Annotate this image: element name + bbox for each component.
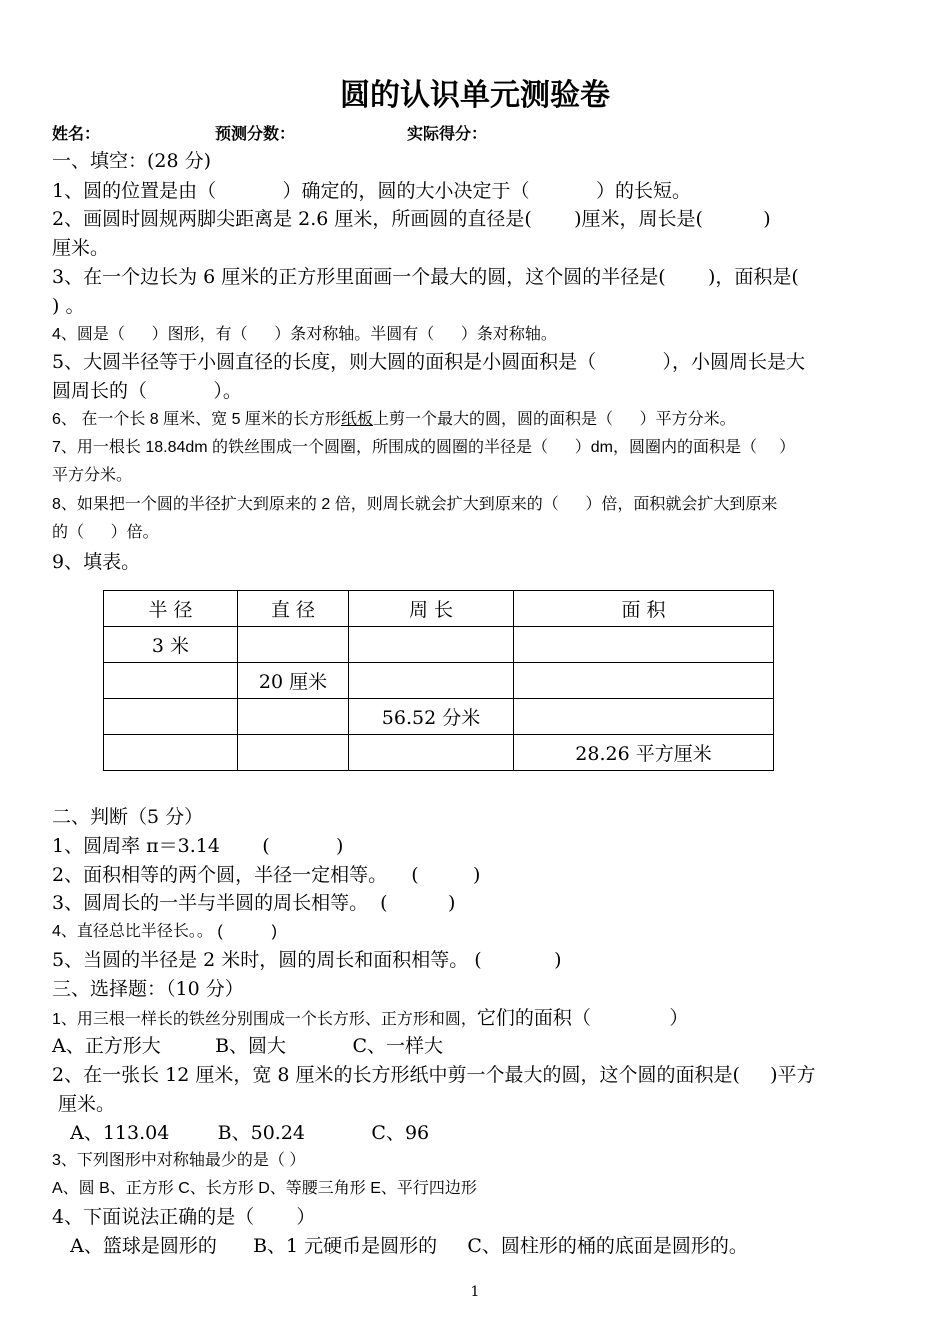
question-text: 3、在一个边长为 6 厘米的正方形里面画一个最大的圆，这个圆的半径是( )，面积是( xyxy=(52,266,799,288)
question-text: 圆周长的（ ）。 xyxy=(52,380,242,402)
table-header-row xyxy=(104,591,774,627)
question-text: 厘米。 xyxy=(52,1093,116,1115)
table-cell xyxy=(238,699,349,735)
question-text xyxy=(52,1003,688,1030)
question-text: 4、下面说法正确的是（ ） xyxy=(52,1206,316,1228)
section2-heading: 二、判断（5 分） xyxy=(52,806,204,828)
question-text: 5、大圆半径等于小圆直径的长度，则大圆的面积是小圆面积是（ ），小圆周长是大 xyxy=(52,351,806,373)
table-row xyxy=(104,735,774,771)
question-text: 3、下列图形中对称轴最少的是（ ） xyxy=(52,1152,306,1169)
page-number: 1 xyxy=(470,1284,480,1300)
question-text-part: 6、 在一个长 8 厘米、宽 5 厘米的长方形 xyxy=(52,411,341,428)
name-label: 姓名： xyxy=(52,124,101,143)
table-cell: 20 厘米 xyxy=(238,663,349,699)
question-text: 2、面积相等的两个圆，半径一定相等。 ( ) xyxy=(52,864,481,886)
table-cell: 28.26 平方厘米 xyxy=(514,735,774,771)
question-text: ) 。 xyxy=(52,295,85,317)
answer-options: A、正方形大 B、圆大 C、一样大 xyxy=(52,1035,444,1057)
question-text: 8、如果把一个圆的半径扩大到原来的 2 倍，则周长就会扩大到原来的（ ）倍，面积就会扩大到原来 xyxy=(52,496,778,513)
underlined-word: 纸板 xyxy=(340,411,373,428)
table-cell xyxy=(238,627,349,663)
question-text: 2、画圆时圆规两脚尖距离是 2.6 厘米，所画圆的直径是( )厘米，周长是( ) xyxy=(52,208,771,230)
question-text-part: 上剪一个最大的圆，圆的面积是（ ）平方分米。 xyxy=(372,411,736,428)
question-text: 平方分米。 xyxy=(52,467,133,484)
answer-options: A、圆 B、正方形 C、长方形 D、等腰三角形 E、平行四边形 xyxy=(52,1180,477,1197)
table-cell xyxy=(349,627,514,663)
question-text: 3、圆周长的一半与半圆的周长相等。 ( ) xyxy=(52,892,456,914)
question-text: 4、圆是（ ）图形，有（ ）条对称轴。半圆有（ ）条对称轴。 xyxy=(52,326,557,343)
table-cell: 56.52 分米 xyxy=(349,699,514,735)
question-text xyxy=(52,406,736,429)
predicted-score-label: 预测分数： xyxy=(215,124,296,143)
table-cell xyxy=(104,663,238,699)
question-text: 厘米。 xyxy=(52,237,110,259)
table-cell xyxy=(349,735,514,771)
table-header-cell: 半 径 xyxy=(104,591,238,627)
page-title: 圆的认识单元测验卷 xyxy=(340,78,610,113)
question-text: 7、用一根长 18.84dm 的铁丝围成一个圆圈，所围成的圆圈的半径是（ ）dm，圆圈内的面积是（ ） xyxy=(52,439,796,456)
question-text: 1、圆周率 π＝3.14 ( ) xyxy=(52,835,344,857)
section1-heading: 一、填空：(28 分) xyxy=(52,150,212,172)
table-cell xyxy=(514,627,774,663)
table-row xyxy=(104,663,774,699)
table-cell xyxy=(514,663,774,699)
table-cell xyxy=(104,699,238,735)
table-row xyxy=(104,699,774,735)
table-cell xyxy=(104,735,238,771)
table-header-cell: 直 径 xyxy=(238,591,349,627)
question-text-part: 1、用三根一样长的铁丝分别围成一个长方形、正方形和圆， xyxy=(52,1011,477,1028)
question-text: 2、在一张长 12 厘米，宽 8 厘米的长方形纸中剪一个最大的圆，这个圆的面积是( )平方 xyxy=(52,1064,816,1086)
question-text: 9、填表。 xyxy=(52,551,141,573)
table-cell: 3 米 xyxy=(104,627,238,663)
question-text: 1、圆的位置是由（ ）确定的，圆的大小决定于（ ）的长短。 xyxy=(52,180,691,202)
question-text: 5、当圆的半径是 2 米时，圆的周长和面积相等。 ( ) xyxy=(52,949,562,971)
table-header-cell: 面 积 xyxy=(514,591,774,627)
student-info-row xyxy=(52,121,552,141)
table-cell xyxy=(349,663,514,699)
question-text: 4、直径总比半径长。。 ( ) xyxy=(52,923,277,940)
table-cell xyxy=(514,699,774,735)
actual-score-label: 实际得分： xyxy=(407,124,488,143)
question-text-part: 它们的面积（ ） xyxy=(476,1007,689,1029)
table-row xyxy=(104,627,774,663)
section3-heading: 三、选择题：（10 分） xyxy=(52,978,244,1000)
table-cell xyxy=(238,735,349,771)
table-header-cell: 周 长 xyxy=(349,591,514,627)
circle-data-table xyxy=(103,590,774,771)
answer-options: A、113.04 B、50.24 C、96 xyxy=(52,1122,430,1144)
answer-options: A、篮球是圆形的 B、1 元硬币是圆形的 C、圆柱形的桶的底面是圆形的。 xyxy=(52,1235,748,1257)
question-text: 的（ ）倍。 xyxy=(52,524,159,541)
